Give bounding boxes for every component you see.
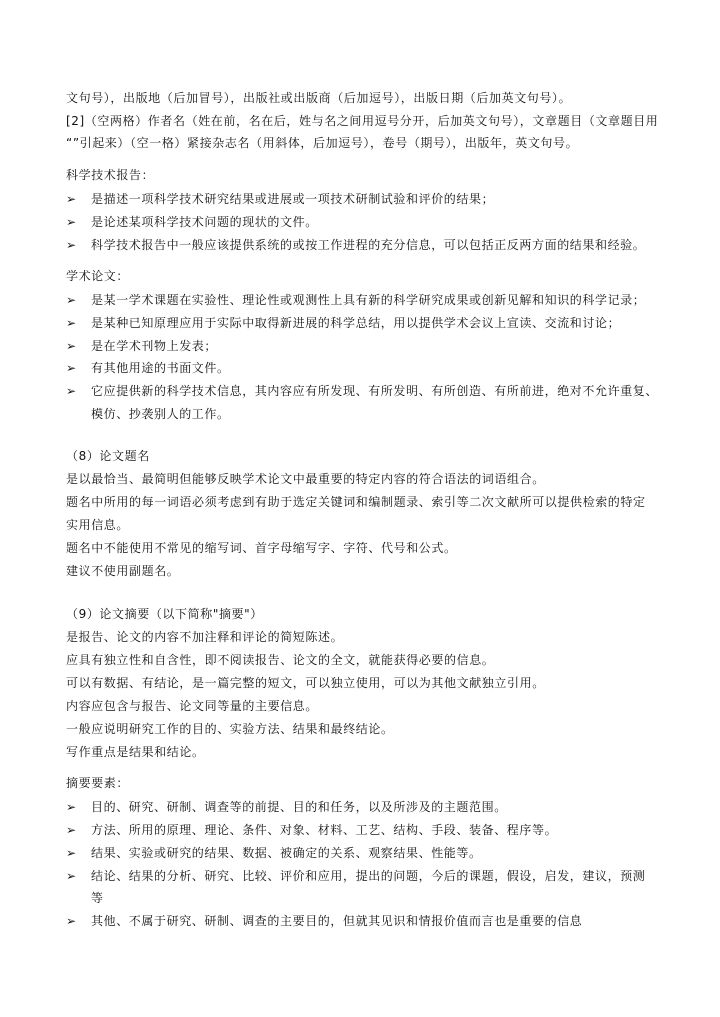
paragraph-line: 实用信息。 [66, 518, 130, 532]
arrow-bullet-icon: ➢ [66, 215, 77, 229]
arrow-bullet-icon: ➢ [66, 316, 77, 330]
thesis-heading: 学术论文： [66, 269, 130, 283]
list-item: 结论、结果的分析、研究、比较、评价和应用，提出的问题，今后的课题，假设，启发，建议，预测 [91, 869, 646, 883]
arrow-bullet-icon: ➢ [66, 823, 77, 837]
list-item: 它应提供新的科学技术信息，其内容应有所发现、有所发明、有所创造、有所前进，绝对不允许重复、 [91, 384, 659, 398]
list-item-continuation: 等 [91, 891, 104, 905]
arrow-bullet-icon: ➢ [66, 384, 77, 398]
ref-line-3: “”引起来）（空一格）紧接杂志名（用斜体，后加逗号），卷号（期号），出版年，英文句号。 [66, 136, 579, 150]
paragraph-line: 建议不使用副题名。 [66, 564, 180, 578]
list-item: 是描述一项科学技术研究结果或进展或一项技术研制试验和评价的结果； [91, 192, 495, 206]
paragraph-line: 内容应包含与报告、论文同等量的主要信息。 [66, 699, 319, 713]
paragraph-line: 题名中所用的每一词语必须考虑到有助于选定关键词和编制题录、索引等二次文献所可以提供检索的特定 [66, 495, 646, 509]
arrow-bullet-icon: ➢ [66, 361, 77, 375]
paragraph-line: 可以有数据、有结论，是一篇完整的短文，可以独立使用，可以为其他文献独立引用。 [66, 676, 545, 690]
list-item: 结果、实验或研究的结果、数据、被确定的关系、观察结果、性能等。 [91, 846, 482, 860]
list-item: 是某种已知原理应用于实际中取得新进展的科学总结，用以提供学术会议上宣读、交流和讨论； [91, 316, 621, 330]
arrow-bullet-icon: ➢ [66, 238, 77, 252]
list-item: 其他、不属于研究、研制、调查的主要目的，但就其见识和情报价值而言也是重要的信息 [91, 914, 583, 928]
arrow-bullet-icon: ➢ [66, 293, 77, 307]
abstract-elements-heading: 摘要要素： [66, 776, 130, 790]
paragraph-line: 是以最恰当、最简明但能够反映学术论文中最重要的特定内容的符合语法的词语组合。 [66, 472, 545, 486]
paragraph-line: 是报告、论文的内容不加注释和评论的简短陈述。 [66, 630, 344, 644]
arrow-bullet-icon: ➢ [66, 914, 77, 928]
list-item: 是在学术刊物上发表； [91, 339, 218, 353]
arrow-bullet-icon: ➢ [66, 869, 77, 883]
list-item: 目的、研究、研制、调查等的前提、目的和任务，以及所涉及的主题范围。 [91, 800, 507, 814]
list-item-continuation: 模仿、抄袭别人的工作。 [91, 407, 230, 421]
paragraph-line: 应具有独立性和自含性，即不阅读报告、论文的全文，就能获得必要的信息。 [66, 653, 495, 667]
section-9-heading: （9）论文摘要（以下简称"摘要"） [66, 607, 263, 621]
arrow-bullet-icon: ➢ [66, 800, 77, 814]
ref-line-1: 文句号），出版地（后加冒号），出版社或出版商（后加逗号），出版日期（后加英文句号）。 [66, 91, 572, 105]
arrow-bullet-icon: ➢ [66, 339, 77, 353]
list-item: 科学技术报告中一般应该提供系统的或按工作进程的充分信息，可以包括正反两方面的结果和经验。 [91, 238, 646, 252]
arrow-bullet-icon: ➢ [66, 846, 77, 860]
paragraph-line: 一般应说明研究工作的目的、实验方法、结果和最终结论。 [66, 722, 394, 736]
list-item: 有其他用途的书面文件。 [91, 361, 230, 375]
tech-report-heading: 科学技术报告： [66, 168, 155, 182]
list-item: 是某一学术课题在实验性、理论性或观测性上具有新的科学研究成果或创新见解和知识的科学记录； [91, 293, 646, 307]
list-item: 是论述某项科学技术问题的现状的文件。 [91, 215, 318, 229]
list-item: 方法、所用的原理、理论、条件、对象、材料、工艺、结构、手段、装备、程序等。 [91, 823, 558, 837]
ref-line-2: [2]（空两格）作者名（姓在前，名在后，姓与名之间用逗号分开，后加英文句号），文章题目（文章题目用 [66, 114, 659, 128]
arrow-bullet-icon: ➢ [66, 192, 77, 206]
paragraph-line: 题名中不能使用不常见的缩写词、首字母缩写字、字符、代号和公式。 [66, 541, 457, 555]
paragraph-line: 写作重点是结果和结论。 [66, 745, 205, 759]
section-8-heading: （8）论文题名 [66, 449, 150, 463]
